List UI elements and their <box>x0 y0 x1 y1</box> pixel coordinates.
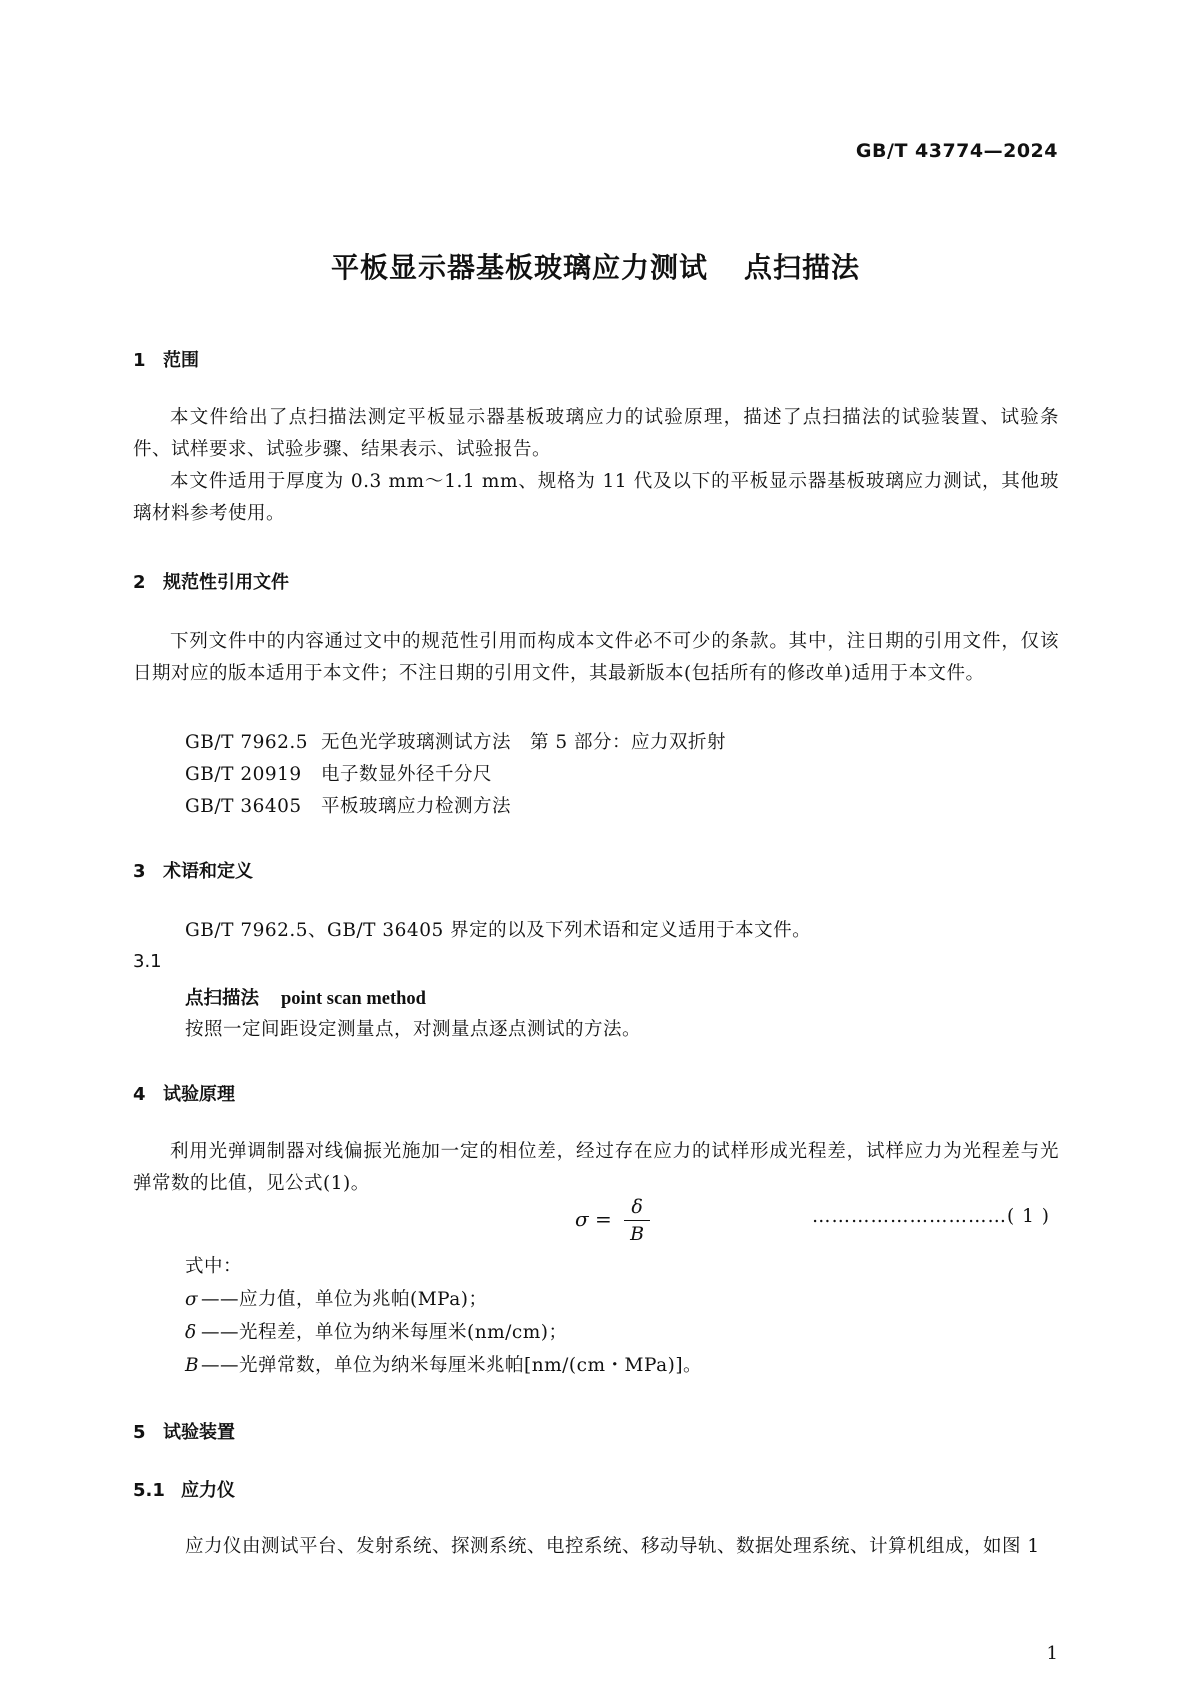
standard-code: GB/T 43774—2024 <box>855 140 1058 162</box>
section-2-paragraph-1: 下列文件中的内容通过文中的规范性引用而构成本文件必不可少的条款。其中，注日期的引用文件，仅该日期对应的版本适用于本文件；不注日期的引用文件，其最新版本(包括所有的修改单)适用于本文件。 <box>133 631 1059 684</box>
where-label: 式中： <box>185 1256 243 1277</box>
page-number: 1 <box>1046 1643 1058 1664</box>
section-1-paragraph-1: 本文件给出了点扫描法测定平板显示器基板玻璃应力的试验原理，描述了点扫描法的试验装置、试验条件、试样要求、试验步骤、结果表示、试验报告。 <box>133 407 1059 460</box>
term-3-1-definition: 按照一定间距设定测量点，对测量点逐点测试的方法。 <box>185 1019 642 1040</box>
section-5-1-heading: 5.1 应力仪 <box>133 1480 235 1501</box>
document-title <box>0 246 1191 286</box>
formula-fraction <box>624 1195 650 1246</box>
section-5-1-paragraph-1: 应力仪由测试平台、发射系统、探测系统、电控系统、移动导轨、数据处理系统、计算机组成，如图 1 <box>185 1536 1040 1557</box>
formula-lhs: σ <box>575 1207 589 1231</box>
formula-number <box>812 1206 1050 1227</box>
variable-definition: δ ——光程差，单位为纳米每厘米(nm/cm)； <box>185 1322 568 1343</box>
section-4-paragraph-1: 利用光弹调制器对线偏振光施加一定的相位差，经过存在应力的试样形成光程差，试样应力为光程差与光弹常数的比值，见公式(1)。 <box>133 1141 1059 1194</box>
title-part1: 平板显示器基板玻璃应力测试 <box>330 251 708 284</box>
formula-leader-dots: ………………………… <box>812 1206 1007 1227</box>
section-3-paragraph-1: GB/T 7962.5、GB/T 36405 界定的以及下列术语和定义适用于本文件。 <box>185 920 812 941</box>
formula-equals: = <box>595 1207 612 1231</box>
term-3-1-number: 3.1 <box>133 951 162 972</box>
formula-label: ( 1 ) <box>1007 1206 1050 1227</box>
section-3-heading: 3 术语和定义 <box>133 861 253 882</box>
section-4-heading: 4 试验原理 <box>133 1084 235 1105</box>
formula-1 <box>575 1195 650 1246</box>
variable-definition: σ ——应力值，单位为兆帕(MPa)； <box>185 1289 488 1310</box>
term-3-1-entry: 点扫描法 point scan method <box>185 988 426 1009</box>
section-2-heading: 2 规范性引用文件 <box>133 572 289 593</box>
formula-denominator: B <box>630 1223 645 1245</box>
reference-item: GB/T 20919 电子数显外径千分尺 <box>185 764 493 785</box>
reference-item: GB/T 7962.5 无色光学玻璃测试方法 第 5 部分：应力双折射 <box>185 732 727 753</box>
section-5-heading: 5 试验装置 <box>133 1422 235 1443</box>
section-1-heading: 1 范围 <box>133 350 199 371</box>
formula-numerator: δ <box>631 1196 643 1218</box>
reference-item: GB/T 36405 平板玻璃应力检测方法 <box>185 796 512 817</box>
section-1-paragraph-2: 本文件适用于厚度为 0.3 mm～1.1 mm、规格为 11 代及以下的平板显示器基板玻璃应力测试，其他玻璃材料参考使用。 <box>133 471 1059 524</box>
variable-definition: B ——光弹常数，单位为纳米每厘米兆帕[nm/(cm・MPa)]。 <box>185 1355 703 1376</box>
title-part2: 点扫描法 <box>744 251 861 284</box>
